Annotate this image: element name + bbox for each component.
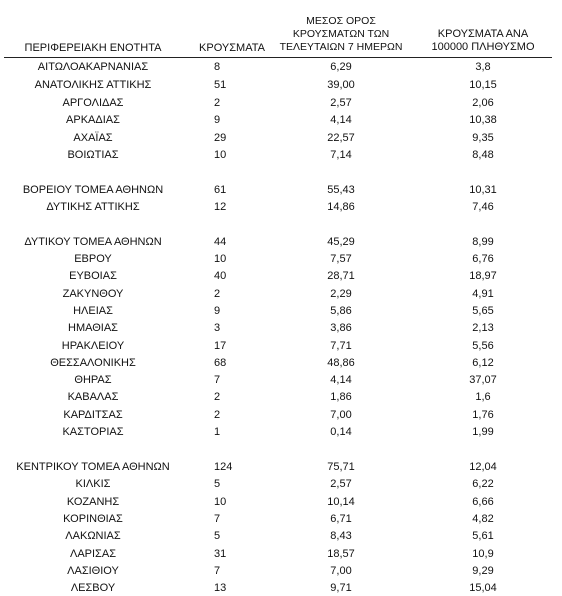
cell-cases: 12: [214, 201, 227, 213]
cell-cases: 10: [214, 149, 227, 161]
cell-cases: 17: [214, 340, 227, 352]
table-row: [0, 95, 562, 111]
cell-cases: 9: [214, 305, 221, 317]
header-per-100k: [412, 28, 554, 54]
cell-per-100k: 1,6: [475, 391, 491, 403]
cell-region: ΑΡΚΑΔΙΑΣ: [66, 114, 120, 126]
cell-avg-7-days: 7,00: [330, 565, 352, 577]
cell-region: ΛΑΣΙΘΙΟΥ: [67, 565, 119, 577]
table-row: [0, 147, 562, 163]
cell-avg-7-days: 55,43: [327, 184, 355, 196]
cell-cases: 61: [214, 184, 227, 196]
cell-per-100k: 4,82: [472, 513, 494, 525]
table-row: [0, 130, 562, 146]
cell-avg-7-days: 2,57: [330, 97, 352, 109]
cell-region: ΑΝΑΤΟΛΙΚΗΣ ΑΤΤΙΚΗΣ: [34, 79, 152, 91]
cell-per-100k: 10,15: [469, 79, 497, 91]
cell-avg-7-days: 14,86: [327, 201, 355, 213]
cell-cases: 9: [214, 114, 221, 126]
cell-cases: 13: [214, 582, 227, 594]
cell-per-100k: 15,04: [469, 582, 497, 594]
header-per-line1: ΚΡΟΥΣΜΑΤΑ ΑΝΑ: [437, 28, 529, 40]
cell-avg-7-days: 4,14: [330, 114, 352, 126]
cell-avg-7-days: 28,71: [327, 270, 355, 282]
cell-region: ΔΥΤΙΚΗΣ ΑΤΤΙΚΗΣ: [46, 201, 140, 213]
cell-avg-7-days: 0,14: [330, 426, 352, 438]
table-row: [0, 234, 562, 250]
table-row: [0, 338, 562, 354]
cell-avg-7-days: 3,86: [330, 322, 352, 334]
cell-region: ΛΑΡΙΣΑΣ: [69, 548, 116, 560]
cell-cases: 51: [214, 79, 227, 91]
cell-cases: 7: [214, 565, 221, 577]
cell-cases: 10: [214, 496, 227, 508]
cell-region: ΚΟΡΙΝΘΙΑΣ: [63, 513, 123, 525]
cell-per-100k: 6,12: [472, 357, 494, 369]
cell-per-100k: 2,13: [472, 322, 494, 334]
cell-per-100k: 5,61: [472, 530, 494, 542]
cell-avg-7-days: 6,71: [330, 513, 352, 525]
cell-region: ΗΛΕΙΑΣ: [73, 305, 113, 317]
cell-region: ΕΒΡΟΥ: [74, 253, 112, 265]
table-row: [0, 372, 562, 388]
table-row: [0, 251, 562, 267]
cell-per-100k: 2,06: [472, 97, 494, 109]
cell-region: ΑΙΤΩΛΟΑΚΑΡΝΑΝΙΑΣ: [37, 61, 149, 73]
cell-per-100k: 8,48: [472, 149, 494, 161]
cell-cases: 124: [214, 461, 233, 473]
table-row: [0, 563, 562, 579]
cell-region: ΗΡΑΚΛΕΙΟΥ: [61, 340, 125, 352]
cell-region: ΛΑΚΩΝΙΑΣ: [65, 530, 121, 542]
cell-cases: 1: [214, 426, 221, 438]
table-row: [0, 355, 562, 371]
cell-region: ΑΧΑΪΑΣ: [73, 132, 113, 144]
cell-per-100k: 4,91: [472, 288, 494, 300]
cell-avg-7-days: 2,29: [330, 288, 352, 300]
cell-per-100k: 12,04: [469, 461, 497, 473]
header-avg-line2: ΚΡΟΥΣΜΑΤΩΝ ΤΩΝ: [292, 28, 390, 40]
cell-region: ΔΥΤΙΚΟΥ ΤΟΜΕΑ ΑΘΗΝΩΝ: [24, 236, 162, 248]
cell-avg-7-days: 8,43: [330, 530, 352, 542]
cell-region: ΗΜΑΘΙΑΣ: [68, 322, 118, 334]
table-row: [0, 494, 562, 510]
cell-region: ΒΟΙΩΤΙΑΣ: [67, 149, 119, 161]
cell-cases: 40: [214, 270, 227, 282]
cell-avg-7-days: 22,57: [327, 132, 355, 144]
header-avg-line3: ΤΕΛΕΥΤΑΙΩΝ 7 ΗΜΕΡΩΝ: [279, 41, 403, 53]
cell-per-100k: 10,38: [469, 114, 497, 126]
cell-per-100k: 1,99: [472, 426, 494, 438]
table-row: [0, 112, 562, 128]
table-row: [0, 580, 562, 596]
cell-avg-7-days: 9,71: [330, 582, 352, 594]
header-avg-line1: ΜΕΣΟΣ ΟΡΟΣ: [306, 15, 376, 27]
table-row: [0, 59, 562, 75]
cell-cases: 68: [214, 357, 227, 369]
cell-region: ΚΙΛΚΙΣ: [75, 478, 111, 490]
table-row: [0, 546, 562, 562]
header-avg-7-days: [272, 15, 410, 54]
cell-per-100k: 10,31: [469, 184, 497, 196]
table-row: [0, 476, 562, 492]
cell-cases: 10: [214, 253, 227, 265]
cell-region: ΒΟΡΕΙΟΥ ΤΟΜΕΑ ΑΘΗΝΩΝ: [22, 184, 164, 196]
cell-region: ΚΕΝΤΡΙΚΟΥ ΤΟΜΕΑ ΑΘΗΝΩΝ: [16, 461, 170, 473]
cell-cases: 44: [214, 236, 227, 248]
cell-region: ΖΑΚΥΝΘΟΥ: [62, 288, 124, 300]
cell-per-100k: 3,8: [475, 61, 491, 73]
cell-cases: 5: [214, 530, 221, 542]
table-row: [0, 511, 562, 527]
header-divider: [4, 57, 552, 58]
cell-cases: 8: [214, 61, 221, 73]
cell-cases: 2: [214, 409, 221, 421]
cell-avg-7-days: 7,57: [330, 253, 352, 265]
cell-per-100k: 10,9: [472, 548, 494, 560]
header-per-line2: 100000 ΠΛΗΘΥΣΜΟ: [431, 41, 535, 53]
cell-cases: 31: [214, 548, 227, 560]
table-row: [0, 268, 562, 284]
cell-avg-7-days: 18,57: [327, 548, 355, 560]
cell-region: ΚΑΣΤΟΡΙΑΣ: [62, 426, 124, 438]
table-row: [0, 407, 562, 423]
cell-per-100k: 6,22: [472, 478, 494, 490]
table-row: [0, 389, 562, 405]
cell-per-100k: 9,29: [472, 565, 494, 577]
cell-avg-7-days: 1,86: [330, 391, 352, 403]
table-row: [0, 424, 562, 440]
cell-avg-7-days: 2,57: [330, 478, 352, 490]
cell-region: ΚΑΒΑΛΑΣ: [67, 391, 119, 403]
table-row: [0, 286, 562, 302]
cell-avg-7-days: 48,86: [327, 357, 355, 369]
cell-avg-7-days: 45,29: [327, 236, 355, 248]
cell-cases: 7: [214, 374, 221, 386]
cell-avg-7-days: 5,86: [330, 305, 352, 317]
cell-region: ΕΥΒΟΙΑΣ: [69, 270, 117, 282]
cell-avg-7-days: 4,14: [330, 374, 352, 386]
cell-cases: 3: [214, 322, 221, 334]
cell-cases: 2: [214, 391, 221, 403]
table-row: [0, 320, 562, 336]
table-row: [0, 303, 562, 319]
cell-per-100k: 9,35: [472, 132, 494, 144]
cell-per-100k: 5,65: [472, 305, 494, 317]
cell-per-100k: 8,99: [472, 236, 494, 248]
header-region: ΠΕΡΙΦΕΡΕΙΑΚΗ ΕΝΟΤΗΤΑ: [24, 42, 162, 54]
cell-region: ΘΕΣΣΑΛΟΝΙΚΗΣ: [50, 357, 136, 369]
cell-avg-7-days: 7,14: [330, 149, 352, 161]
cell-cases: 29: [214, 132, 227, 144]
cell-region: ΑΡΓΟΛΙΔΑΣ: [62, 97, 124, 109]
cell-per-100k: 5,56: [472, 340, 494, 352]
cell-region: ΘΗΡΑΣ: [74, 374, 112, 386]
cell-region: ΚΟΖΑΝΗΣ: [66, 496, 120, 508]
cell-cases: 2: [214, 288, 221, 300]
cell-avg-7-days: 10,14: [327, 496, 355, 508]
cell-per-100k: 7,46: [472, 201, 494, 213]
cell-per-100k: 6,76: [472, 253, 494, 265]
cell-avg-7-days: 75,71: [327, 461, 355, 473]
cell-avg-7-days: 39,00: [327, 79, 355, 91]
cell-per-100k: 1,76: [472, 409, 494, 421]
cell-avg-7-days: 7,71: [330, 340, 352, 352]
cell-per-100k: 6,66: [472, 496, 494, 508]
cell-region: ΛΕΣΒΟΥ: [70, 582, 116, 594]
cell-avg-7-days: 6,29: [330, 61, 352, 73]
table-row: [0, 528, 562, 544]
cell-avg-7-days: 7,00: [330, 409, 352, 421]
cell-region: ΚΑΡΔΙΤΣΑΣ: [63, 409, 123, 421]
table-row: [0, 199, 562, 215]
table-row: [0, 182, 562, 198]
cell-cases: 2: [214, 97, 221, 109]
cell-cases: 7: [214, 513, 221, 525]
cell-cases: 5: [214, 478, 221, 490]
cell-per-100k: 37,07: [469, 374, 497, 386]
table-row: [0, 77, 562, 93]
header-cases: ΚΡΟΥΣΜΑΤΑ: [199, 42, 265, 54]
cell-per-100k: 18,97: [469, 270, 497, 282]
table-row: [0, 459, 562, 475]
